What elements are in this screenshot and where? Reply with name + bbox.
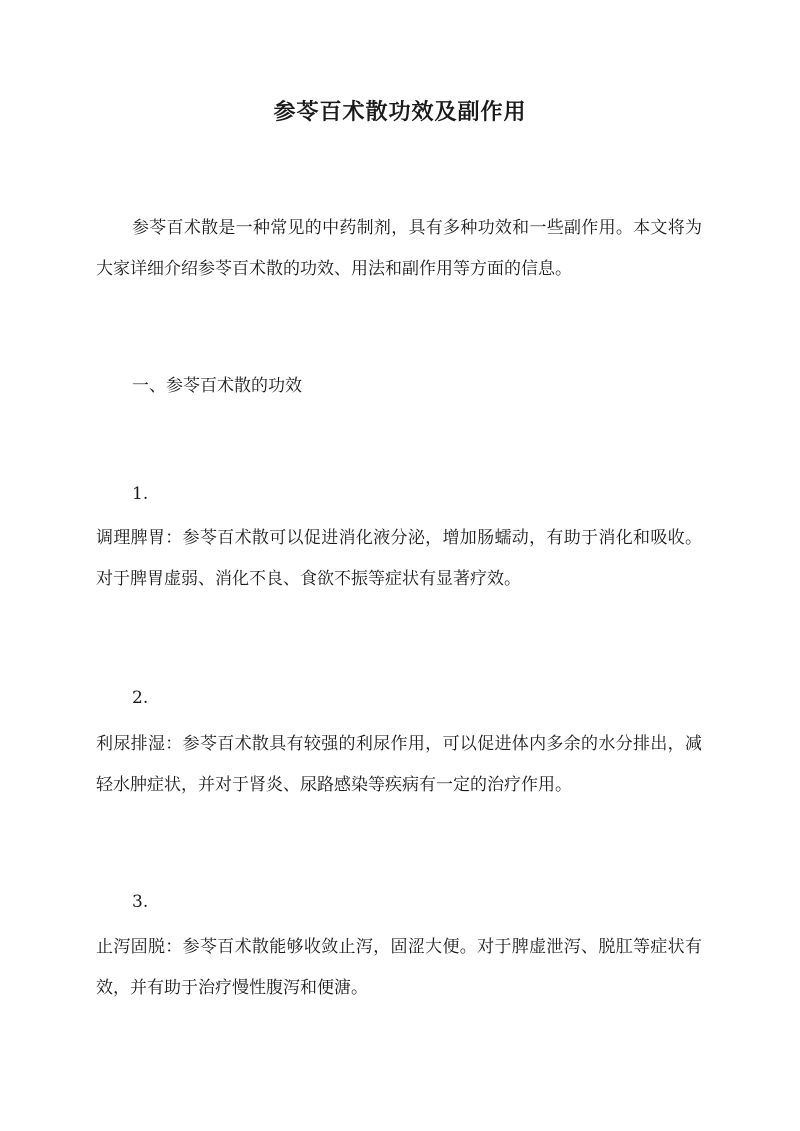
document-title: 参苓百术散功效及副作用 bbox=[273, 99, 527, 125]
item-text: 止泻固脱：参苓百术散能够收敛止泻，固涩大便。对于脾虚泄泻、脱肛等症状有效，并有助于治疗慢性腹泻和便溏。 bbox=[96, 937, 702, 998]
intro-paragraph: 参苓百术散是一种常见的中药制剂，具有多种功效和一些副作用。本文将为大家详细介绍参苓百术散的功效、用法和副作用等方面的信息。 bbox=[96, 218, 702, 279]
item-text: 调理脾胃：参苓百术散可以促进消化液分泌，增加肠蠕动，有助于消化和吸收。对于脾胃虚弱、消化不良、食欲不振等症状有显著疗效。 bbox=[96, 528, 702, 589]
item-number: 2. bbox=[132, 688, 149, 708]
item-number: 3. bbox=[132, 892, 149, 912]
section-heading: 一、参苓百术散的功效 bbox=[132, 376, 302, 396]
item-text: 利尿排湿：参苓百术散具有较强的利尿作用，可以促进体内多余的水分排出，减轻水肿症状，并对于肾炎、尿路感染等疾病有一定的治疗作用。 bbox=[96, 734, 702, 795]
item-number: 1. bbox=[132, 484, 149, 504]
